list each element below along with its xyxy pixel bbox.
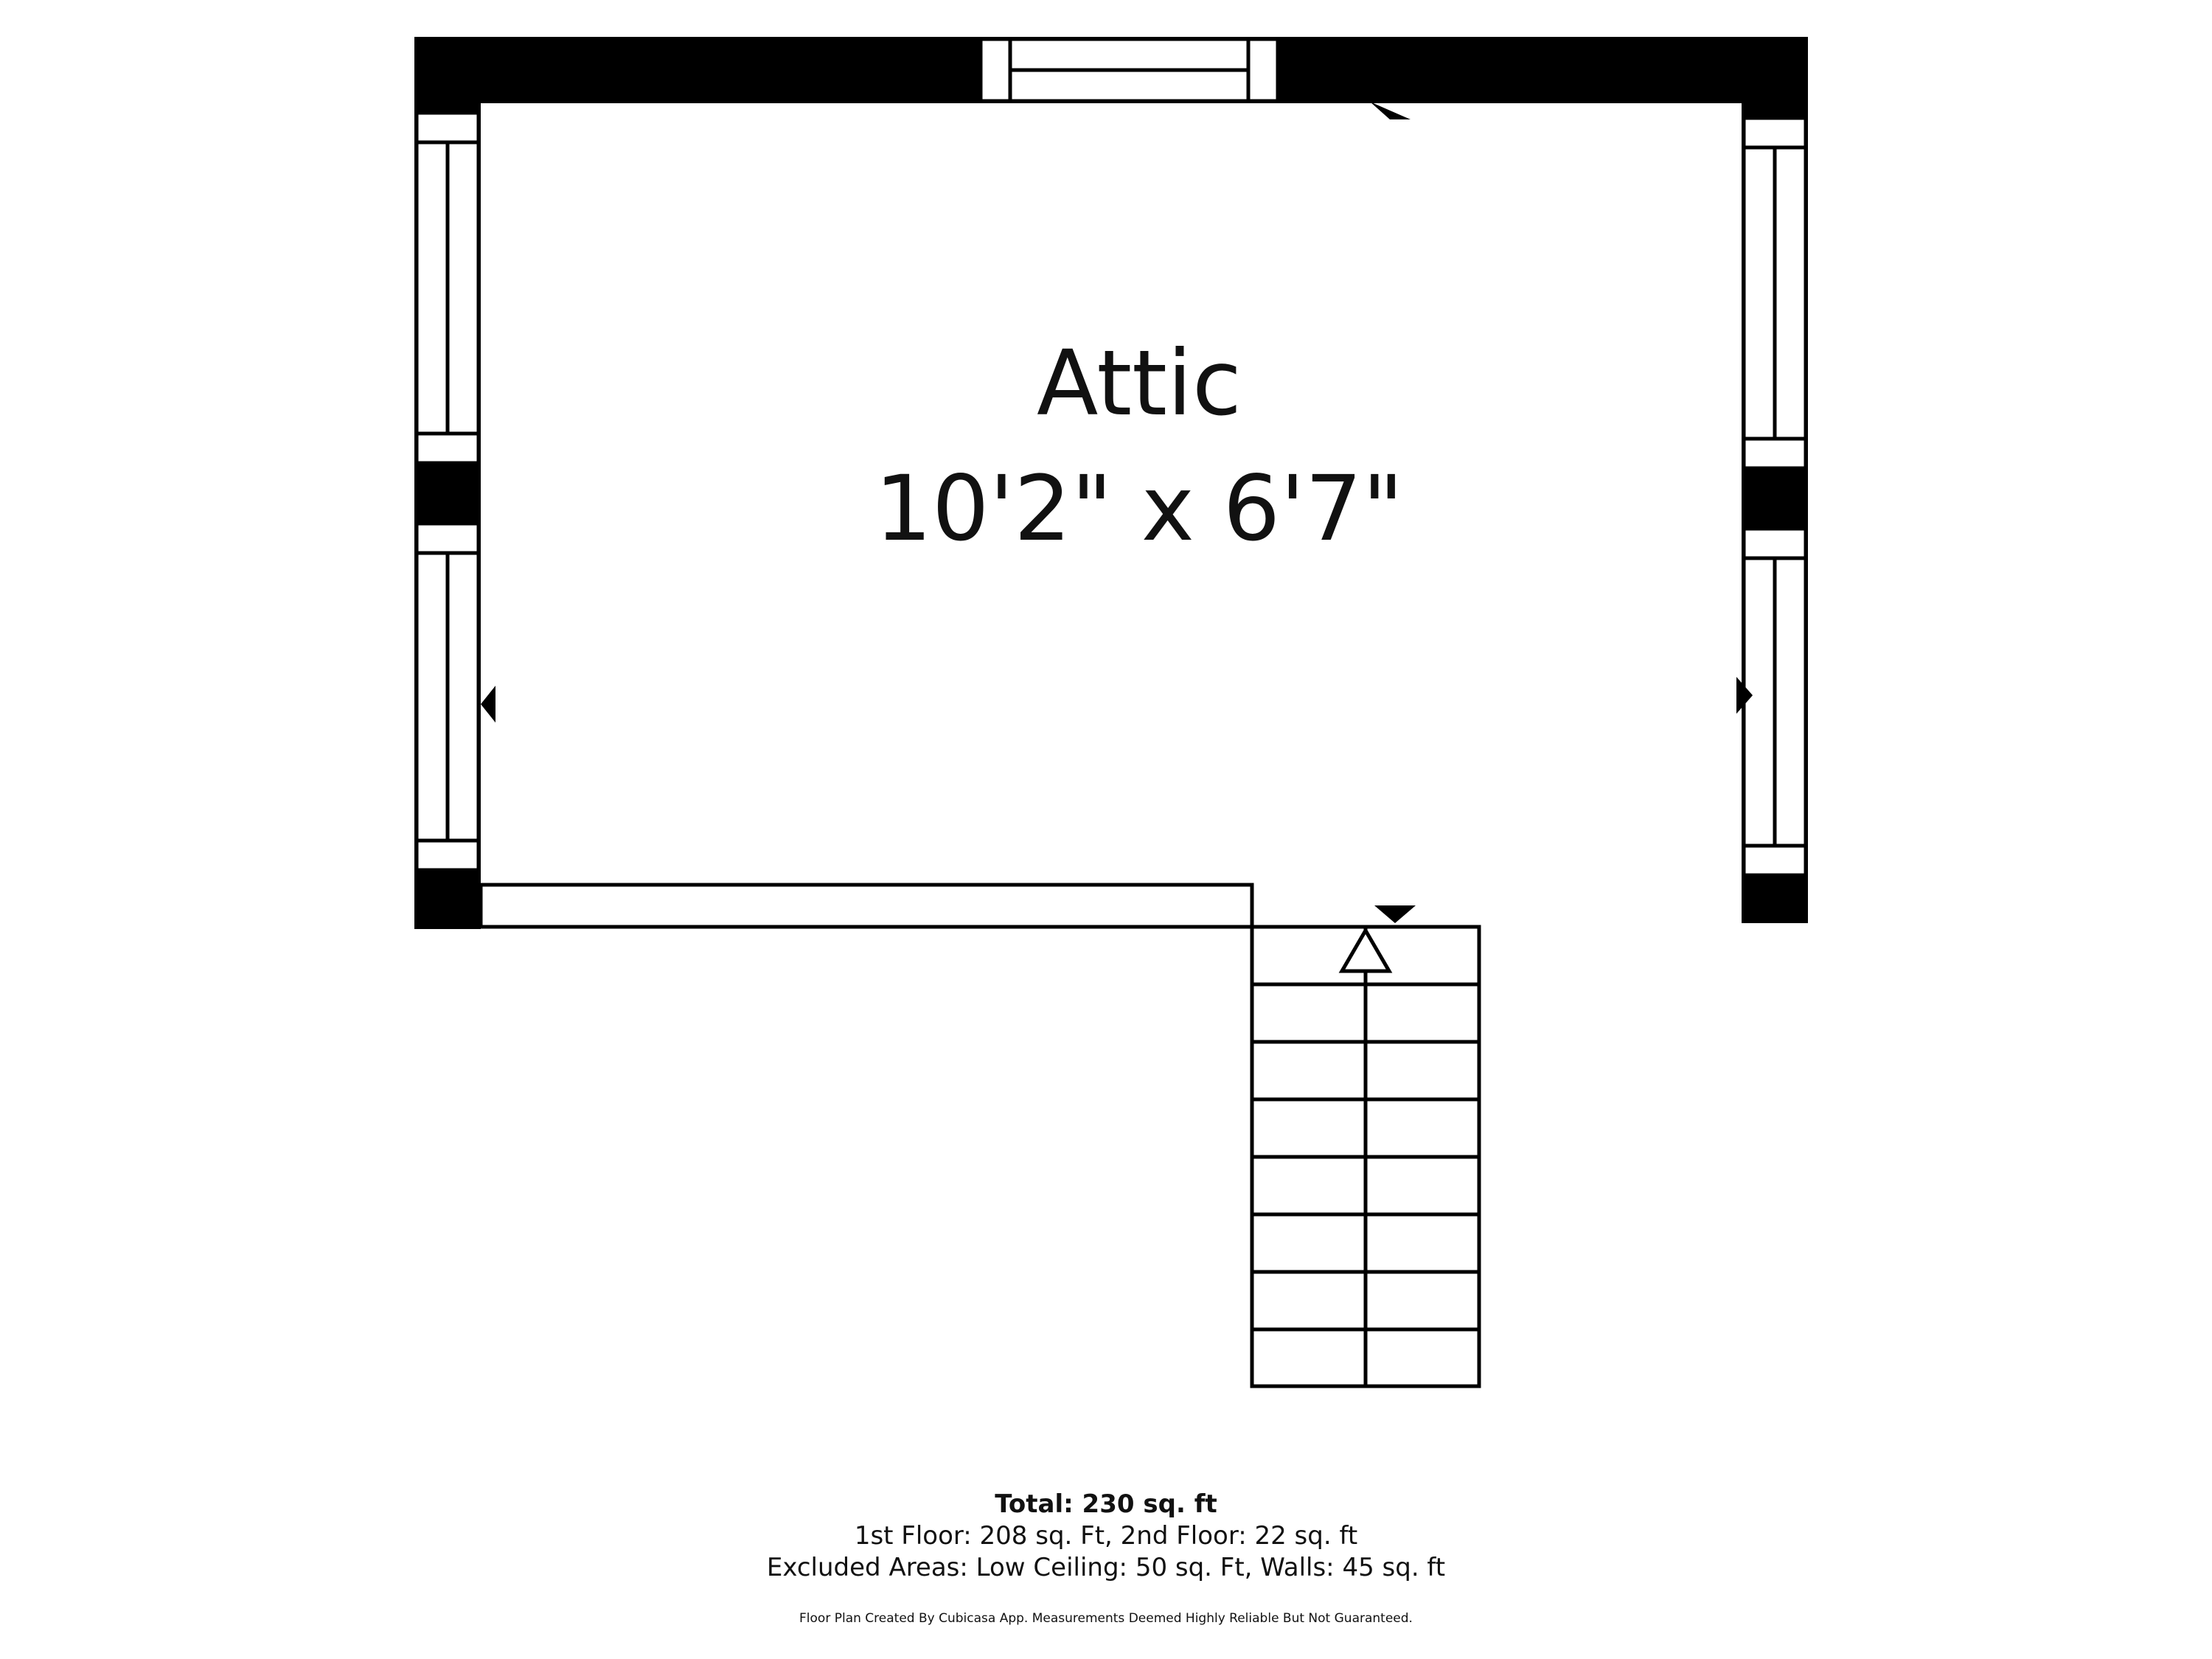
right-window-lower xyxy=(1744,529,1806,875)
bottom-wall xyxy=(481,885,1252,927)
left-window-lower xyxy=(417,524,479,870)
left-window-upper xyxy=(417,113,479,463)
total-area: Total: 230 sq. ft xyxy=(995,1489,1217,1519)
room-dimensions: 10'2" x 6'7" xyxy=(874,456,1404,561)
staircase xyxy=(1252,927,1479,1386)
excluded-areas: Excluded Areas: Low Ceiling: 50 sq. Ft, Walls: 45 sq. ft xyxy=(766,1553,1446,1582)
floor-areas: 1st Floor: 208 sq. Ft, 2nd Floor: 22 sq. ft xyxy=(854,1521,1358,1551)
room-name: Attic xyxy=(1037,331,1242,436)
right-window-upper xyxy=(1744,118,1806,468)
marker-stair-triangle xyxy=(1374,905,1416,923)
credit-line: Floor Plan Created By Cubicasa App. Measurements Deemed Highly Reliable But Not Guaranteed. xyxy=(799,1611,1413,1626)
top-window xyxy=(981,39,1278,101)
